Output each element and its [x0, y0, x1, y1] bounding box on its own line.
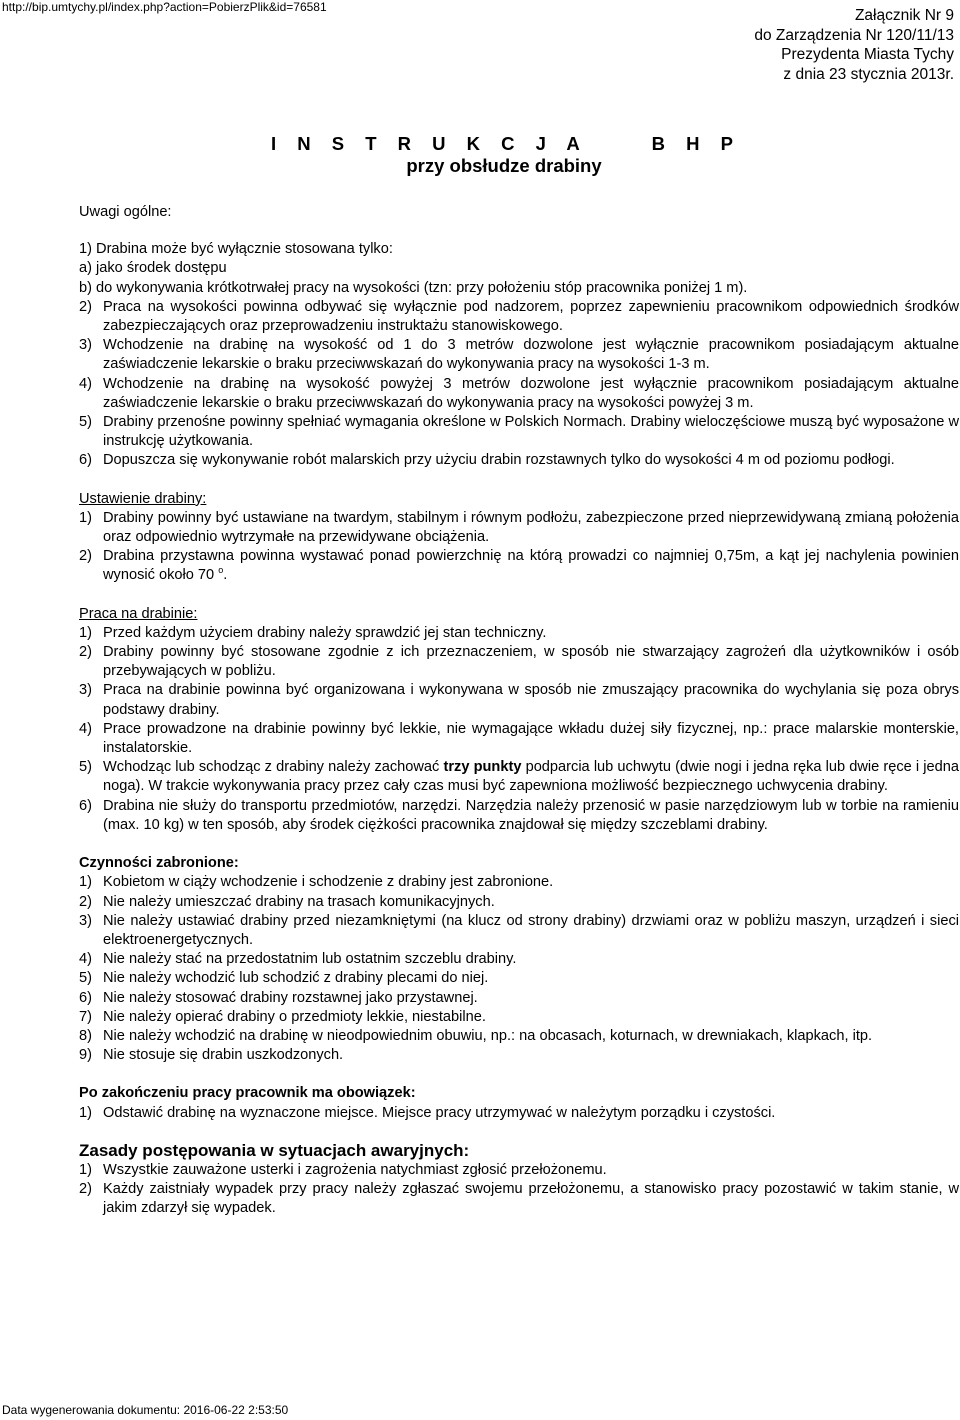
- list-item: [79, 643, 959, 681]
- item-number: 5): [79, 970, 92, 987]
- item-number: 3): [79, 912, 92, 929]
- item-text: Nie stosuje się drabin uszkodzonych.: [103, 1047, 344, 1064]
- work-list-continued: [79, 797, 959, 835]
- item-number: 1): [79, 874, 92, 891]
- list-item: [79, 1046, 959, 1065]
- list-item: [79, 1027, 959, 1046]
- list-item: [79, 336, 959, 374]
- section-heading: Ustawienie drabiny:: [79, 490, 207, 507]
- item-number: 5): [79, 759, 92, 776]
- section-work: [79, 605, 959, 835]
- title-line-1: I N S T R U K C J A B H P: [270, 133, 737, 154]
- annex-line: z dnia 23 stycznia 2013r.: [783, 65, 954, 83]
- list-item: [79, 758, 959, 796]
- section-heading: Po zakończeniu pracy pracownik ma obowiązek:: [79, 1085, 416, 1102]
- item-text: Nie należy opierać drabiny o przedmioty lekkie, niestabilne.: [103, 1008, 486, 1025]
- item-number: 2): [79, 548, 92, 565]
- work-list: [79, 624, 959, 758]
- item-text: Nie należy ustawiać drabiny przed niezamkniętymi (na klucz od strony drabiny) drzwiami oraz w pobliżu maszyn, urządzeń i sieci elektroenergetycznych.: [103, 912, 959, 948]
- item-text: Wchodzenie na drabinę na wysokość powyżej 3 metrów dozwolone jest wyłącznie pracownikom posiadającym aktualne zaświadczenie lekarskie o braku przeciwwskazań do wykonywania pracy na wysokości powyżej 3 m.: [103, 375, 959, 411]
- list-item: [79, 893, 959, 912]
- item-text: Drabiny przenośne powinny spełniać wymagania określone w Polskich Normach. Drabiny wieloczęściowe muszą być wyposażone w instrukcję użytkowania.: [103, 414, 959, 450]
- title-line-2: przy obsłudze drabiny: [406, 155, 602, 176]
- list-item: [79, 451, 959, 470]
- item-number: 6): [79, 797, 92, 814]
- list-item: [79, 681, 959, 719]
- item-text: Wchodząc lub schodząc z drabiny należy zachować trzy punkty podparcia lub uchwytu (dwie nogi i jedna ręka lub dwie ręce i jedna noga). W trakcie wykonywania pracy przez cały czas musi być zapewniona możliwość bezpiecznego uchwycenia drabiny.: [103, 759, 960, 795]
- item-text: Kobietom w ciąży wchodzenie i schodzenie z drabiny jest zabronione.: [103, 874, 554, 891]
- setup-list: [79, 509, 959, 547]
- item-number: 4): [79, 375, 92, 392]
- item-number: 9): [79, 1047, 92, 1064]
- item-text: Dopuszcza się wykonywanie robót malarskich przy użyciu drabin rozstawnych tylko do wysokości 4 m od poziomu podłogi.: [103, 452, 895, 469]
- list-item: [79, 375, 959, 413]
- item-number: 2): [79, 893, 92, 910]
- item-number: 1): [79, 624, 92, 641]
- section-general: [79, 203, 959, 471]
- list-subitem: a) jako środek dostępu: [79, 260, 227, 277]
- annex-line: Prezydenta Miasta Tychy: [781, 46, 954, 63]
- document-title: [49, 133, 959, 177]
- item-number: 3): [79, 682, 92, 699]
- annex-header: [754, 6, 954, 84]
- document-body: [79, 133, 959, 1218]
- item-number: 2): [79, 298, 92, 315]
- emergency-list: [79, 1161, 959, 1219]
- item-number: 7): [79, 1008, 92, 1025]
- item-number: 3): [79, 337, 92, 354]
- item-text: Nie należy stać na przedostatnim lub ostatnim szczeblu drabiny.: [103, 951, 517, 968]
- item-text: Każdy zaistniały wypadek przy pracy należy zgłaszać swojemu przełożonemu, a stanowisko pracy pozostawić w takim stanie, w jakim zdarzył się wypadek.: [103, 1180, 959, 1217]
- list-item: [79, 989, 959, 1008]
- list-item: [79, 1180, 959, 1218]
- section-forbidden: [79, 854, 959, 1065]
- section-heading: Praca na drabinie:: [79, 605, 198, 622]
- list-item: [79, 797, 959, 835]
- item-text: Drabiny powinny być ustawiane na twardym, stabilnym i równym podłożu, zabezpieczone przed nieprzewidywaną zmianą położenia oraz odpowiednio wytrzymałe na przewidywane obciążenia.: [103, 509, 959, 546]
- annex-line: Załącznik Nr 9: [854, 7, 954, 24]
- section-setup: [79, 490, 959, 586]
- list-item: [79, 1008, 959, 1027]
- item-text: Nie należy wchodzić na drabinę w nieodpowiednim obuwiu, np.: na obcasach, koturnach, w drewniakach, klapkach, itp.: [103, 1027, 873, 1044]
- section-after-work: [79, 1084, 959, 1122]
- list-item: [79, 624, 959, 643]
- forbidden-list: [79, 873, 959, 1065]
- section-heading: Uwagi ogólne:: [79, 204, 172, 220]
- annex-line: do Zarządzenia Nr 120/11/13: [754, 26, 954, 44]
- list-item: [79, 509, 959, 547]
- item-text: Drabiny powinny być stosowane zgodnie z ich przeznaczeniem, w sposób nie stwarzający zagrożeń dla użytkowników i osób przebywających w pobliżu.: [103, 644, 959, 680]
- list-item: [79, 1104, 959, 1123]
- list-item: [79, 950, 959, 969]
- item-number: 4): [79, 720, 92, 737]
- list-item: [79, 413, 959, 451]
- item-number: 1): [79, 509, 92, 526]
- item-number: 2): [79, 1180, 92, 1197]
- list-item: [79, 969, 959, 988]
- source-url: http://bip.umtychy.pl/index.php?action=PobierzPlik&id=76581: [2, 0, 327, 14]
- item-text: Nie należy wchodzić lub schodzić z drabiny plecami do niej.: [103, 970, 489, 987]
- list-item: [79, 912, 959, 950]
- list-subitem: b) do wykonywania krótkotrwałej pracy na wysokości (tzn: przy położeniu stóp pracownika poniżej 1 m).: [79, 279, 748, 296]
- list-item: [79, 298, 959, 336]
- list-item: 1) Drabina może być wyłącznie stosowana tylko:: [79, 241, 393, 258]
- item-number: 1): [79, 1104, 92, 1121]
- list-item: [79, 873, 959, 892]
- section-emergency: [79, 1140, 959, 1219]
- item-text: Drabina nie służy do transportu przedmiotów, narzędzi. Narzędzia należy przenosić w pasie narzędziowym lub w torbie na ramieniu (max. 10 kg) w ten sposób, aby środek ciężkości pracownika znajdował się między szczeblami drabiny.: [103, 797, 959, 833]
- item-text: Odstawić drabinę na wyznaczone miejsce. Miejsce pracy utrzymywać w należytym porządku i czystości.: [103, 1104, 776, 1121]
- item-text: Przed każdym użyciem drabiny należy sprawdzić jej stan techniczny.: [103, 624, 547, 641]
- generation-date: Data wygenerowania dokumentu: 2016-06-22 2:53:50: [2, 1403, 289, 1417]
- item-text: Wszystkie zauważone usterki i zagrożenia natychmiast zgłosić przełożonemu.: [103, 1161, 607, 1178]
- list-item: [79, 1161, 959, 1180]
- general-list: [79, 298, 959, 471]
- item-number: 6): [79, 989, 92, 1006]
- item-text: Prace prowadzone na drabinie powinny być lekkie, nie wymagające wkładu dużej siły fizycznej, np.: prace malarskie monterskie, instalatorskie.: [103, 720, 959, 757]
- item-text: Praca na drabinie powinna być organizowana i wykonywana w sposób nie zmuszający pracownika do wychylania się poza obrys podstawy drabiny.: [103, 682, 959, 718]
- item-number: 1): [79, 1161, 92, 1178]
- item-number: 4): [79, 951, 92, 968]
- item-text: Praca na wysokości powinna odbywać się wyłącznie pod nadzorem, poprzez zapewnieniu pracownikom odpowiednich środków zabezpieczających oraz przeprowadzeniu instruktażu stanowiskowego.: [103, 298, 959, 335]
- section-heading: Zasady postępowania w sytuacjach awaryjnych:: [79, 1140, 470, 1160]
- item-number: 5): [79, 414, 92, 431]
- item-text: Wchodzenie na drabinę na wysokość od 1 do 3 metrów dozwolone jest wyłącznie pracownikom posiadającym aktualne zaświadczenie lekarskie o braku przeciwwskazań do wykonywania pracy na wysokości 1-3 m.: [103, 337, 959, 373]
- after-list: [79, 1104, 959, 1123]
- item-text: Nie należy stosować drabiny rozstawnej jako przystawnej.: [103, 989, 478, 1006]
- list-item: [79, 547, 959, 585]
- item-number: 6): [79, 452, 92, 469]
- item-text: Drabina przystawna powinna wystawać ponad powierzchnię na którą prowadzi co najmniej 0,75m, a kąt jej nachylenia powinien wynosić około 70 $^o$.: [103, 548, 959, 584]
- item-text: Nie należy umieszczać drabiny na trasach komunikacyjnych.: [103, 893, 495, 910]
- list-item: [79, 720, 959, 758]
- item-number: 2): [79, 644, 92, 661]
- section-heading: Czynności zabronione:: [79, 855, 239, 872]
- item-number: 8): [79, 1027, 92, 1044]
